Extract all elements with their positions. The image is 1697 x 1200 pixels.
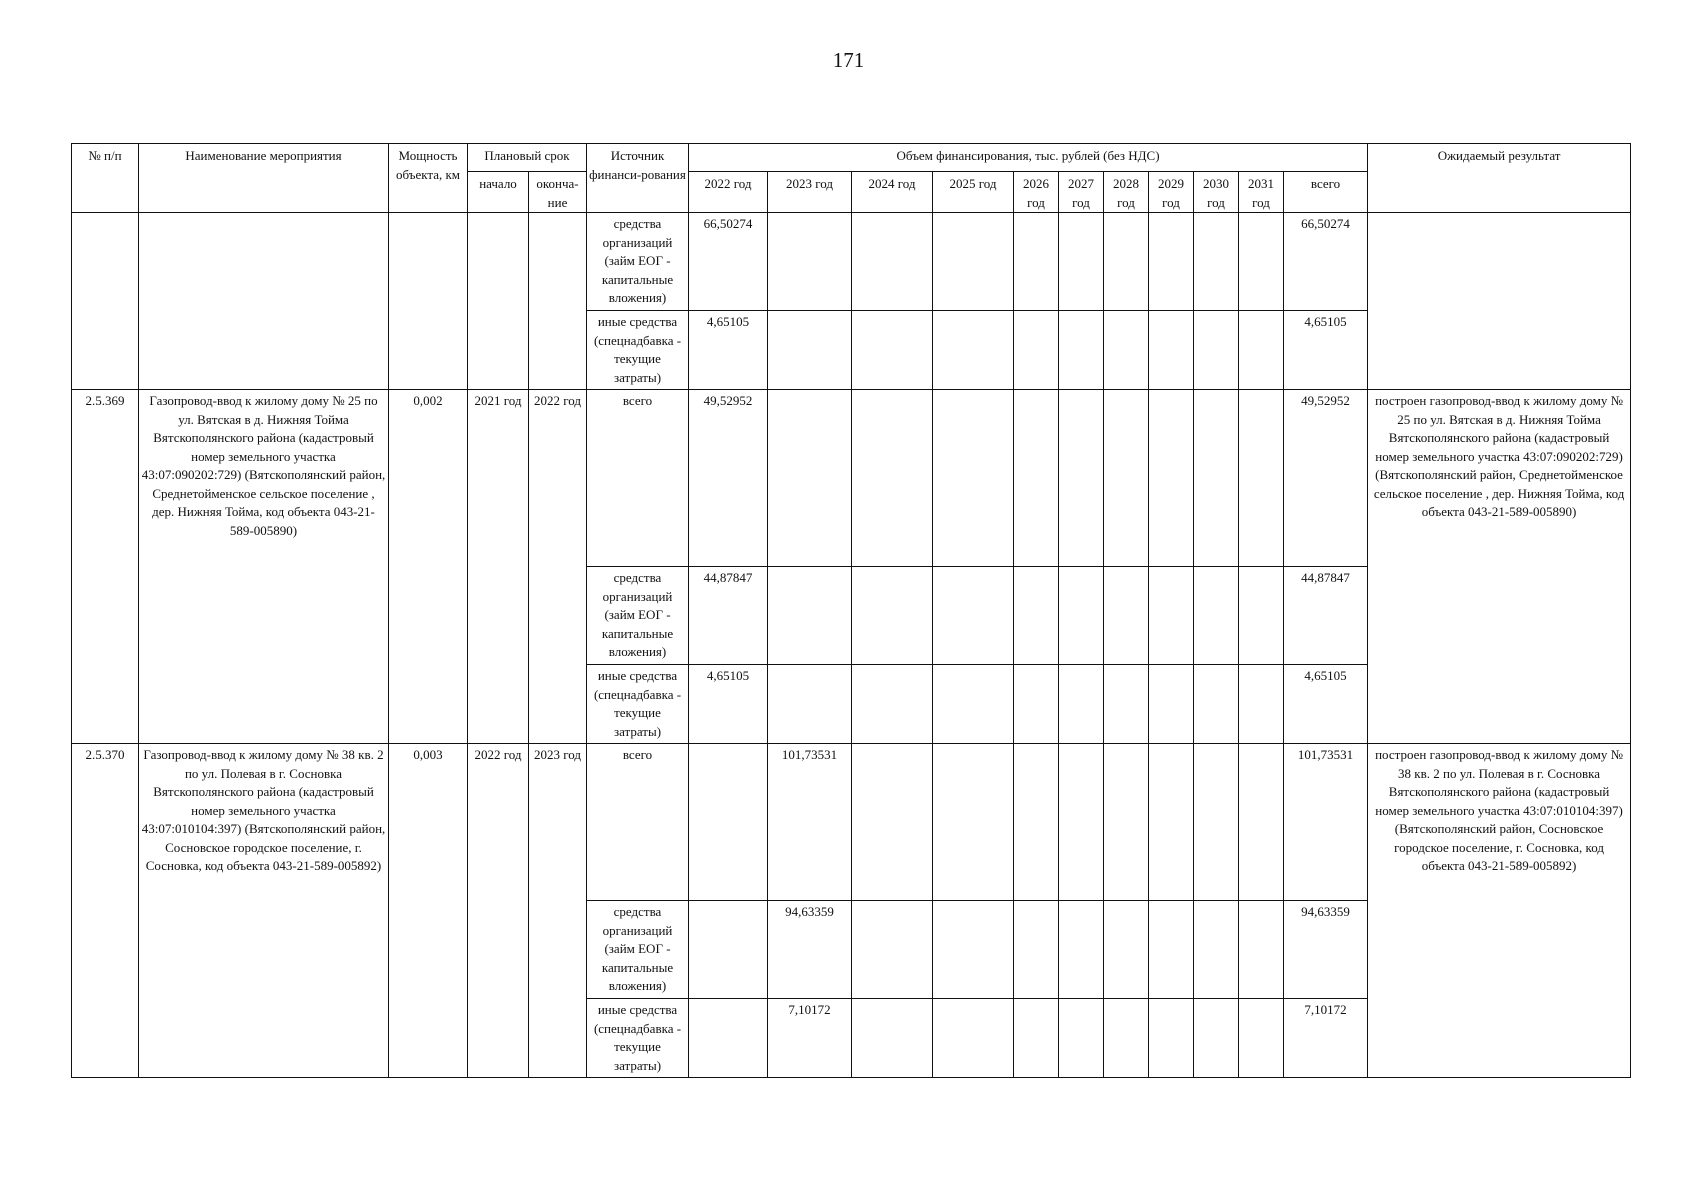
value-cell (1059, 744, 1104, 901)
value-cell (1239, 999, 1284, 1078)
value-cell (852, 311, 933, 390)
value-cell (933, 744, 1014, 901)
value-cell (1059, 567, 1104, 665)
result-cell: построен газопровод-ввод к жилому дому № 25 по ул. Вятская в д. Нижняя Тойма Вятскополянского района (кадастровый номер земельного участка 43:07:090202:729) (Вятскополянский район, Среднетойменское сельское поселение , дер. Нижняя Тойма, код объекта 043-21-589-005890) (1368, 390, 1631, 744)
total-cell: 49,52952 (1284, 390, 1368, 567)
value-cell (852, 999, 933, 1078)
total-cell: 4,65105 (1284, 665, 1368, 744)
value-cell (1149, 567, 1194, 665)
source-cell: средства организаций (займ ЕОГ - капитальные вложения) (587, 567, 689, 665)
value-cell (852, 744, 933, 901)
value-cell (1014, 567, 1059, 665)
value-cell (1059, 390, 1104, 567)
value-cell (852, 901, 933, 999)
header-year-2025: 2025 год (933, 172, 1014, 213)
value-cell: 66,50274 (689, 213, 768, 311)
value-cell (1149, 744, 1194, 901)
value-cell (1104, 744, 1149, 901)
header-year-2027: 2027 год (1059, 172, 1104, 213)
value-cell: 94,63359 (768, 901, 852, 999)
header-term-end: оконча-ние (529, 172, 587, 213)
capacity-cell: 0,003 (389, 744, 468, 1078)
value-cell (1104, 901, 1149, 999)
value-cell (1239, 311, 1284, 390)
name-cell: Газопровод-ввод к жилому дому № 38 кв. 2 по ул. Полевая в г. Сосновка Вятскополянского района (кадастровый номер земельного участка 43:07:010104:397) (Вятскополянский район, Сосновское городское поселение, г. Сосновка, код объекта 043-21-589-005892) (139, 744, 389, 1078)
value-cell: 101,73531 (768, 744, 852, 901)
value-cell (1014, 744, 1059, 901)
value-cell (1149, 999, 1194, 1078)
page-number: 171 (832, 48, 865, 72)
value-cell (768, 567, 852, 665)
name-cell (139, 213, 389, 390)
value-cell (1104, 665, 1149, 744)
total-cell: 7,10172 (1284, 999, 1368, 1078)
value-cell: 49,52952 (689, 390, 768, 567)
value-cell (852, 213, 933, 311)
value-cell (933, 999, 1014, 1078)
value-cell (1194, 311, 1239, 390)
source-cell: иные средства (спецнадбавка - текущие затраты) (587, 311, 689, 390)
num-cell (72, 213, 139, 390)
value-cell (689, 999, 768, 1078)
value-cell (1104, 999, 1149, 1078)
table-row (72, 744, 1631, 901)
source-cell: средства организаций (займ ЕОГ - капитальные вложения) (587, 213, 689, 311)
value-cell (933, 567, 1014, 665)
header-year-2028: 2028 год (1104, 172, 1149, 213)
header-capacity: Мощность объекта, км (389, 144, 468, 213)
value-cell (1194, 744, 1239, 901)
end-cell (529, 213, 587, 390)
value-cell (933, 311, 1014, 390)
value-cell (1014, 213, 1059, 311)
header-year-2026: 2026 год (1014, 172, 1059, 213)
header-funding: Объем финансирования, тыс. рублей (без НДС) (689, 144, 1368, 172)
value-cell (933, 390, 1014, 567)
start-cell: 2021 год (468, 390, 529, 744)
value-cell (1149, 901, 1194, 999)
header-year-2030: 2030 год (1194, 172, 1239, 213)
value-cell (852, 390, 933, 567)
value-cell (1239, 567, 1284, 665)
source-cell: иные средства (спецнадбавка - текущие затраты) (587, 999, 689, 1078)
value-cell (933, 665, 1014, 744)
value-cell (1194, 567, 1239, 665)
value-cell: 7,10172 (768, 999, 852, 1078)
source-cell: всего (587, 390, 689, 567)
value-cell: 4,65105 (689, 665, 768, 744)
source-cell: всего (587, 744, 689, 901)
header-source: Источник финанси-рования (587, 144, 689, 213)
num-cell: 2.5.369 (72, 390, 139, 744)
value-cell (1239, 390, 1284, 567)
value-cell (1149, 311, 1194, 390)
value-cell (1149, 390, 1194, 567)
total-cell: 94,63359 (1284, 901, 1368, 999)
value-cell (1059, 665, 1104, 744)
total-cell: 101,73531 (1284, 744, 1368, 901)
header-total: всего (1284, 172, 1368, 213)
value-cell (852, 567, 933, 665)
value-cell (768, 390, 852, 567)
value-cell (1014, 999, 1059, 1078)
value-cell (1239, 744, 1284, 901)
value-cell (1104, 311, 1149, 390)
table-row (72, 213, 1631, 311)
header-term-start: начало (468, 172, 529, 213)
value-cell (1014, 390, 1059, 567)
value-cell (1149, 665, 1194, 744)
value-cell (1059, 213, 1104, 311)
value-cell (1104, 213, 1149, 311)
value-cell (1239, 665, 1284, 744)
value-cell (1239, 213, 1284, 311)
value-cell (1194, 901, 1239, 999)
value-cell: 4,65105 (689, 311, 768, 390)
value-cell (1149, 213, 1194, 311)
value-cell (933, 901, 1014, 999)
total-cell: 4,65105 (1284, 311, 1368, 390)
value-cell (1194, 390, 1239, 567)
value-cell (1014, 665, 1059, 744)
result-cell: построен газопровод-ввод к жилому дому № 38 кв. 2 по ул. Полевая в г. Сосновка Вятскополянского района (кадастровый номер земельного участка 43:07:010104:397) (Вятскополянский район, Сосновское городское поселение, г. Сосновка, код объекта 043-21-589-005892) (1368, 744, 1631, 1078)
end-cell: 2022 год (529, 390, 587, 744)
value-cell (1059, 901, 1104, 999)
value-cell (768, 311, 852, 390)
total-cell: 66,50274 (1284, 213, 1368, 311)
value-cell (852, 665, 933, 744)
source-cell: средства организаций (займ ЕОГ - капитальные вложения) (587, 901, 689, 999)
header-year-2031: 2031 год (1239, 172, 1284, 213)
value-cell (1104, 390, 1149, 567)
value-cell (1059, 311, 1104, 390)
value-cell (1059, 999, 1104, 1078)
end-cell: 2023 год (529, 744, 587, 1078)
start-cell: 2022 год (468, 744, 529, 1078)
value-cell (1104, 567, 1149, 665)
value-cell (689, 901, 768, 999)
num-cell: 2.5.370 (72, 744, 139, 1078)
value-cell (1239, 901, 1284, 999)
header-num: № п/п (72, 144, 139, 213)
value-cell (1194, 999, 1239, 1078)
value-cell (1194, 213, 1239, 311)
capacity-cell: 0,002 (389, 390, 468, 744)
value-cell (933, 213, 1014, 311)
capacity-cell (389, 213, 468, 390)
header-year-2023: 2023 год (768, 172, 852, 213)
funding-table (71, 143, 1631, 1078)
value-cell (1194, 665, 1239, 744)
value-cell: 44,87847 (689, 567, 768, 665)
value-cell (1014, 311, 1059, 390)
value-cell (689, 744, 768, 901)
result-cell (1368, 213, 1631, 390)
header-year-2022: 2022 год (689, 172, 768, 213)
header-result: Ожидаемый результат (1368, 144, 1631, 213)
name-cell: Газопровод-ввод к жилому дому № 25 по ул. Вятская в д. Нижняя Тойма Вятскополянского района (кадастровый номер земельного участка 43:07:090202:729) (Вятскополянский район, Среднетойменское сельское поселение , дер. Нижняя Тойма, код объекта 043-21-589-005890) (139, 390, 389, 744)
value-cell (1014, 901, 1059, 999)
total-cell: 44,87847 (1284, 567, 1368, 665)
value-cell (768, 665, 852, 744)
header-term: Плановый срок (468, 144, 587, 172)
header-name: Наименование мероприятия (139, 144, 389, 213)
header-year-2029: 2029 год (1149, 172, 1194, 213)
start-cell (468, 213, 529, 390)
header-year-2024: 2024 год (852, 172, 933, 213)
source-cell: иные средства (спецнадбавка - текущие затраты) (587, 665, 689, 744)
value-cell (768, 213, 852, 311)
table-row (72, 390, 1631, 567)
